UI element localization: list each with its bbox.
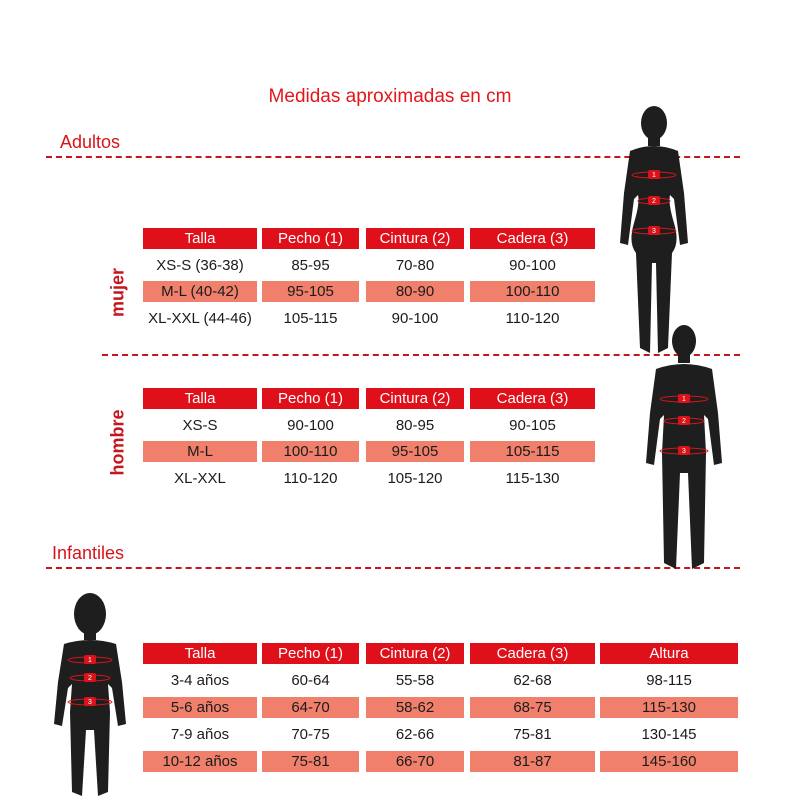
woman-silhouette-icon	[610, 103, 700, 358]
child-marker-1: 1	[88, 657, 92, 664]
infantiles-table-cell: 5-6 años	[143, 697, 257, 718]
mujer-table-cell: 90-100	[509, 256, 556, 274]
hombre-table-cell: XS-S	[182, 416, 218, 434]
child-marker-3: 3	[88, 699, 92, 706]
hombre-table-cell: XL-XXL	[174, 469, 226, 487]
woman-marker-1: 1	[652, 172, 656, 179]
infantiles-table-cell: 64-70	[262, 697, 359, 718]
hombre-table-cell: 90-105	[509, 416, 556, 434]
hombre-table-cell: 100-110	[262, 441, 359, 462]
infantiles-header-cell: Altura	[600, 643, 738, 664]
mujer-table-cell: 110-120	[505, 309, 560, 327]
infantiles-table-cell: 60-64	[291, 672, 330, 689]
hombre-header-cell: Talla	[143, 388, 257, 409]
hombre-table-cell: 90-100	[287, 416, 334, 434]
infantiles-header-cell: Pecho (1)	[262, 643, 359, 664]
infantiles-table-cell: 62-66	[395, 726, 435, 743]
hombre-header-cell: Cadera (3)	[470, 388, 595, 409]
mujer-table-cell: 80-90	[366, 281, 464, 302]
hombre-table-cell: 95-105	[366, 441, 464, 462]
mujer-header-cell: Pecho (1)	[262, 228, 359, 249]
man-marker-1: 1	[682, 396, 686, 403]
mujer-table-cell: 90-100	[391, 309, 439, 327]
infantiles-table-cell: 81-87	[470, 751, 595, 772]
mujer-table-cell: 85-95	[291, 256, 330, 274]
hombre-label: hombre	[107, 409, 128, 476]
page-title: Medidas aproximadas en cm	[268, 86, 512, 107]
section-infantiles-heading: Infantiles	[52, 543, 125, 563]
infantiles-table-cell: 145-160	[600, 751, 738, 772]
infantiles-table-cell: 62-68	[513, 672, 552, 689]
infantiles-header-cell: Cadera (3)	[470, 643, 595, 664]
infantiles-table-cell: 75-81	[513, 726, 552, 743]
mujer-table-cell: M-L (40-42)	[143, 281, 257, 302]
mujer-header-cell: Cadera (3)	[470, 228, 595, 249]
mujer-table-cell: 70-80	[395, 256, 435, 274]
woman-marker-2: 2	[652, 198, 656, 205]
mujer-header-cell: Talla	[143, 228, 257, 249]
hombre-header-cell: Pecho (1)	[262, 388, 359, 409]
mujer-label: mujer	[107, 267, 128, 318]
man-silhouette-icon	[646, 323, 726, 571]
infantiles-table-cell: 70-75	[291, 726, 330, 743]
hombre-header-cell: Cintura (2)	[366, 388, 464, 409]
section-adultos-heading: Adultos	[60, 132, 121, 152]
hombre-table-cell: 110-120	[283, 469, 338, 487]
infantiles-table-cell: 115-130	[600, 697, 738, 718]
mujer-table-cell: 105-115	[283, 309, 338, 327]
infantiles-table-cell: 75-81	[262, 751, 359, 772]
infantiles-header-cell: Cintura (2)	[366, 643, 464, 664]
infantiles-table-cell: 3-4 años	[170, 672, 230, 689]
infantiles-table-cell: 68-75	[470, 697, 595, 718]
woman-marker-3: 3	[652, 228, 656, 235]
mujer-table-cell: 100-110	[470, 281, 595, 302]
hombre-table-cell: 80-95	[395, 416, 435, 434]
hombre-table-cell: 115-130	[505, 469, 560, 487]
infantiles-table-cell: 7-9 años	[170, 726, 230, 743]
infantiles-table-cell: 55-58	[395, 672, 435, 689]
mujer-table-cell: XS-S (36-38)	[156, 256, 244, 274]
mujer-header-cell: Cintura (2)	[366, 228, 464, 249]
mujer-table-cell: XL-XXL (44-46)	[148, 309, 252, 327]
infantiles-divider	[46, 567, 740, 569]
infantiles-table-cell: 130-145	[641, 726, 697, 743]
child-marker-2: 2	[88, 675, 92, 682]
hombre-table-cell: 105-120	[387, 469, 443, 487]
infantiles-table-cell: 66-70	[366, 751, 464, 772]
mujer-table-cell: 95-105	[262, 281, 359, 302]
infantiles-header-cell: Talla	[143, 643, 257, 664]
man-marker-3: 3	[682, 448, 686, 455]
child-silhouette-icon	[52, 592, 132, 800]
hombre-table-cell: 105-115	[470, 441, 595, 462]
infantiles-table-cell: 10-12 años	[143, 751, 257, 772]
infantiles-table-cell: 98-115	[646, 672, 692, 689]
man-marker-2: 2	[682, 418, 686, 425]
hombre-table-cell: M-L	[143, 441, 257, 462]
infantiles-table-cell: 58-62	[366, 697, 464, 718]
